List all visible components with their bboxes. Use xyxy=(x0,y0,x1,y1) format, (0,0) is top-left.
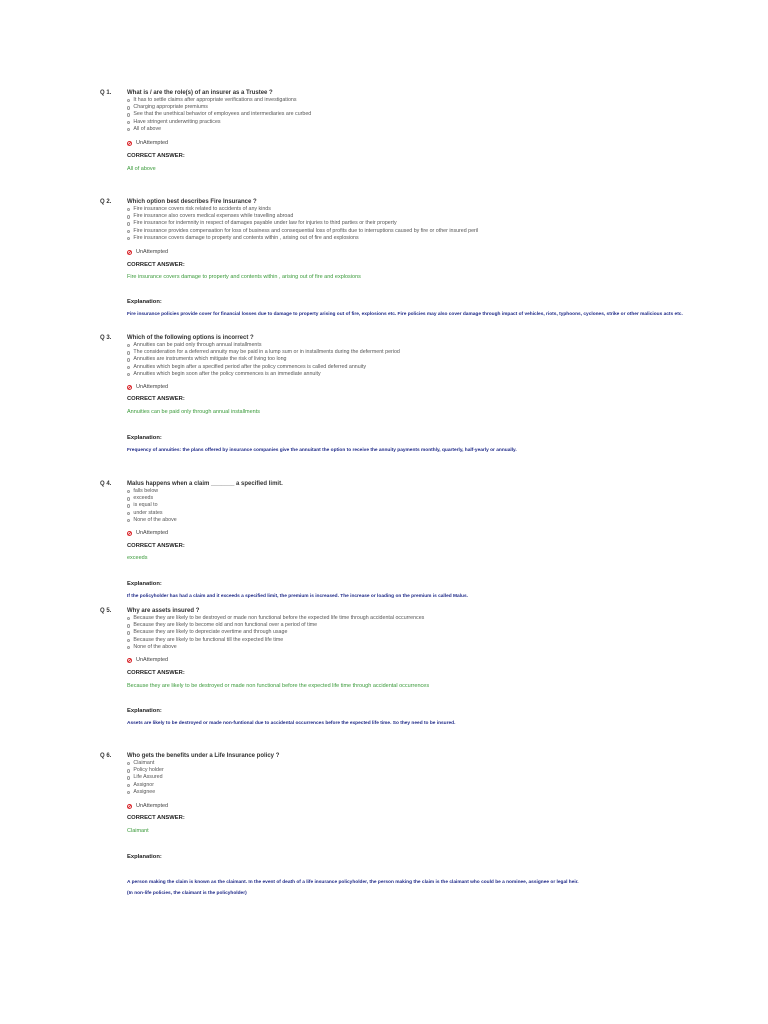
radio-icon[interactable] xyxy=(127,776,130,779)
question-text: What is / are the role(s) of an insurer as a Trustee ? xyxy=(127,90,273,96)
option[interactable] xyxy=(127,622,424,629)
option[interactable] xyxy=(127,488,177,495)
correct-answer-label: CORRECT ANSWER: xyxy=(127,670,185,676)
question-text: Why are assets insured ? xyxy=(127,608,200,614)
explanation-text: Fire insurance policies provide cover for financial losses due to damage to property arising out of fire, explosions etc. Fire policies may also cover damage through impact of vehicles, riots, typhoons, cyclones, strike or other malicious acts etc. xyxy=(127,312,683,317)
option-label: Annuities which begin after a specified period after the policy commences is called deferred annuity xyxy=(133,363,366,370)
radio-icon[interactable] xyxy=(127,490,130,493)
option[interactable] xyxy=(127,789,164,796)
explanation-label: Explanation: xyxy=(127,435,162,441)
radio-icon[interactable] xyxy=(127,497,130,500)
option[interactable] xyxy=(127,495,177,502)
option[interactable] xyxy=(127,644,424,651)
option-label: Charging appropriate premiums xyxy=(133,104,208,111)
question-number: Q 6. xyxy=(100,753,112,759)
correct-answer-text: exceeds xyxy=(127,555,148,561)
explanation-note: (In non-life policies, the claimant is the policyholder) xyxy=(127,891,247,896)
options-list xyxy=(127,342,400,378)
status-row xyxy=(127,249,168,255)
correct-answer-text: All of above xyxy=(127,166,156,172)
correct-answer-text: Claimant xyxy=(127,828,149,834)
option[interactable] xyxy=(127,637,424,644)
correct-answer-text: Because they are likely to be destroyed or made non functional before the expected life time through accidental occurrences xyxy=(127,683,430,689)
option-label: exceeds xyxy=(133,495,154,502)
option[interactable] xyxy=(127,356,400,363)
correct-answer-label: CORRECT ANSWER: xyxy=(127,815,185,821)
explanation-text: Assets are likely to be destroyed or made non-funtional due to accidental occurrences before the expected life time. So they need to be insured. xyxy=(127,721,456,726)
option-label: is equal to xyxy=(133,502,158,509)
unattempted-icon xyxy=(127,250,132,255)
option-label: Claimant xyxy=(133,760,155,766)
correct-answer-label: CORRECT ANSWER: xyxy=(127,543,185,549)
unattempted-icon xyxy=(127,141,132,146)
status-text: UnAttempted xyxy=(136,530,169,536)
option-label: Fire insurance covers risk related to accidents of any kinds xyxy=(133,206,271,212)
option[interactable] xyxy=(127,774,164,781)
option[interactable] xyxy=(127,629,424,636)
option[interactable] xyxy=(127,502,177,509)
options-list xyxy=(127,206,478,242)
question-number: Q 5. xyxy=(100,608,112,614)
question-number: Q 3. xyxy=(100,335,112,341)
option-label: Life Assured xyxy=(133,774,163,781)
option[interactable] xyxy=(127,349,400,356)
radio-icon[interactable] xyxy=(127,215,130,218)
radio-icon[interactable] xyxy=(127,208,130,211)
option-label: All of above xyxy=(133,125,162,132)
radio-icon[interactable] xyxy=(127,373,130,376)
option-label: Annuities can be paid only through annual installments xyxy=(133,342,262,348)
option[interactable] xyxy=(127,104,311,111)
option[interactable] xyxy=(127,213,478,220)
option[interactable] xyxy=(127,760,164,767)
unattempted-icon xyxy=(127,385,132,390)
option[interactable] xyxy=(127,782,164,789)
radio-icon[interactable] xyxy=(127,351,130,354)
radio-icon[interactable] xyxy=(127,624,130,627)
status-row xyxy=(127,530,168,536)
option[interactable] xyxy=(127,767,164,774)
option[interactable] xyxy=(127,111,311,118)
radio-icon[interactable] xyxy=(127,639,130,642)
radio-icon[interactable] xyxy=(127,106,130,109)
unattempted-icon xyxy=(127,531,132,536)
option[interactable] xyxy=(127,510,177,517)
radio-icon[interactable] xyxy=(127,519,130,522)
radio-icon[interactable] xyxy=(127,99,130,102)
option-label: Policy holder xyxy=(133,767,164,774)
option-label: Assignor xyxy=(133,781,154,788)
options-list xyxy=(127,97,311,133)
explanation-text: Frequency of annuities: the plans offered by insurance companies give the annuitant the option to receive the annuity payments monthly, quarterly, half-yearly or annually. xyxy=(127,448,517,453)
question-text: Who gets the benefits under a Life Insurance policy ? xyxy=(127,753,280,759)
options-list xyxy=(127,760,164,796)
explanation-label: Explanation: xyxy=(127,299,162,305)
option-label: falls below xyxy=(133,488,159,494)
radio-icon[interactable] xyxy=(127,222,130,225)
option-label: Annuities are instruments which mitigate the risk of living too long xyxy=(133,356,287,363)
option-label: Fire insurance provides compensation for loss of business and consequential loss of profits due to interruptions caused by fire or other insured peril xyxy=(133,227,479,234)
option[interactable] xyxy=(127,97,311,104)
question-text: Which option best describes Fire Insurance ? xyxy=(127,199,257,205)
option[interactable] xyxy=(127,220,478,227)
status-row xyxy=(127,803,168,809)
correct-answer-label: CORRECT ANSWER: xyxy=(127,262,185,268)
status-text: UnAttempted xyxy=(136,140,169,146)
correct-answer-text: Annuities can be paid only through annual installments xyxy=(127,409,261,415)
radio-icon[interactable] xyxy=(127,113,130,116)
option[interactable] xyxy=(127,342,400,349)
option[interactable] xyxy=(127,517,177,524)
radio-icon[interactable] xyxy=(127,121,130,124)
radio-icon[interactable] xyxy=(127,504,130,507)
status-text: UnAttempted xyxy=(136,657,169,663)
option-label: None of the above xyxy=(133,643,177,650)
question-text: Which of the following options is incorrect ? xyxy=(127,335,254,341)
status-row xyxy=(127,384,168,390)
option-label: Because they are likely to be destroyed or made non functional before the expected life time through accidental occurrences xyxy=(133,615,425,621)
option[interactable] xyxy=(127,364,400,371)
radio-icon[interactable] xyxy=(127,512,130,515)
radio-icon[interactable] xyxy=(127,230,130,233)
option-label: Fire insurance for indemnity in respect of damages payable under law for injuries to third parties or their property xyxy=(133,220,397,227)
option[interactable] xyxy=(127,206,478,213)
option[interactable] xyxy=(127,615,424,622)
option[interactable] xyxy=(127,119,311,126)
option-label: See that the unethical behavior of employees and intermediaries are curbed xyxy=(133,111,312,118)
option-label: It has to settle claims after appropriate verifications and investigations xyxy=(133,97,297,103)
option-label: Fire insurance also covers medical expenses while travelling abroad xyxy=(133,213,294,220)
explanation-label: Explanation: xyxy=(127,708,162,714)
option[interactable] xyxy=(127,235,478,242)
option-label: Assignee xyxy=(133,788,156,795)
status-text: UnAttempted xyxy=(136,249,169,255)
status-text: UnAttempted xyxy=(136,803,169,809)
question-number: Q 4. xyxy=(100,481,112,487)
explanation-label: Explanation: xyxy=(127,854,162,860)
option-label: Fire insurance covers damage to property and contents within , arising out of fire and explosions xyxy=(133,234,359,241)
option-label: Because they are likely to depreciate overtime and through usage xyxy=(133,629,288,636)
option-label: Because they are likely to be functional till the expected life time xyxy=(133,636,284,643)
radio-icon[interactable] xyxy=(127,631,130,634)
unattempted-icon xyxy=(127,658,132,663)
unattempted-icon xyxy=(127,804,132,809)
option-label: None of the above xyxy=(133,516,177,523)
option-label: under states xyxy=(133,509,163,516)
correct-answer-text: Fire insurance covers damage to property and contents within , arising out of fire and explosions xyxy=(127,274,361,280)
option-label: Because they are likely to become old and non functional over a period of time xyxy=(133,622,318,629)
option-label: The consideration for a deferred annuity may be paid in a lump sum or in installments during the deferment period xyxy=(133,349,400,356)
question-number: Q 2. xyxy=(100,199,112,205)
radio-icon[interactable] xyxy=(127,762,130,765)
radio-icon[interactable] xyxy=(127,237,130,240)
status-row xyxy=(127,140,168,146)
radio-icon[interactable] xyxy=(127,358,130,361)
radio-icon[interactable] xyxy=(127,646,130,649)
option[interactable] xyxy=(127,126,311,133)
correct-answer-label: CORRECT ANSWER: xyxy=(127,396,185,402)
option-label: Annuities which begin soon after the policy commences is an immediate annuity xyxy=(133,370,321,377)
question-number: Q 1. xyxy=(100,90,112,96)
options-list xyxy=(127,488,177,524)
radio-icon[interactable] xyxy=(127,344,130,347)
radio-icon[interactable] xyxy=(127,791,130,794)
option[interactable] xyxy=(127,371,400,378)
status-row xyxy=(127,657,168,663)
radio-icon[interactable] xyxy=(127,128,130,131)
options-list xyxy=(127,615,424,651)
status-text: UnAttempted xyxy=(136,384,169,390)
radio-icon[interactable] xyxy=(127,366,130,369)
explanation-text: A person making the claim is known as the claimant. In the event of death of a life insurance policyholder, the person making the claim is the claimant who could be a nominee, assignee or legal heir. xyxy=(127,880,579,885)
option[interactable] xyxy=(127,228,478,235)
explanation-label: Explanation: xyxy=(127,581,162,587)
radio-icon[interactable] xyxy=(127,784,130,787)
option-label: Have stringent underwriting practices xyxy=(133,118,221,125)
radio-icon[interactable] xyxy=(127,617,130,620)
question-text: Malus happens when a claim _______ a specified limit. xyxy=(127,481,283,487)
correct-answer-label: CORRECT ANSWER: xyxy=(127,153,185,159)
radio-icon[interactable] xyxy=(127,769,130,772)
explanation-text: If the policyholder has had a claim and it exceeds a specified limit, the premium is increased. The increase or loading on the premium is called Malus. xyxy=(127,594,468,599)
